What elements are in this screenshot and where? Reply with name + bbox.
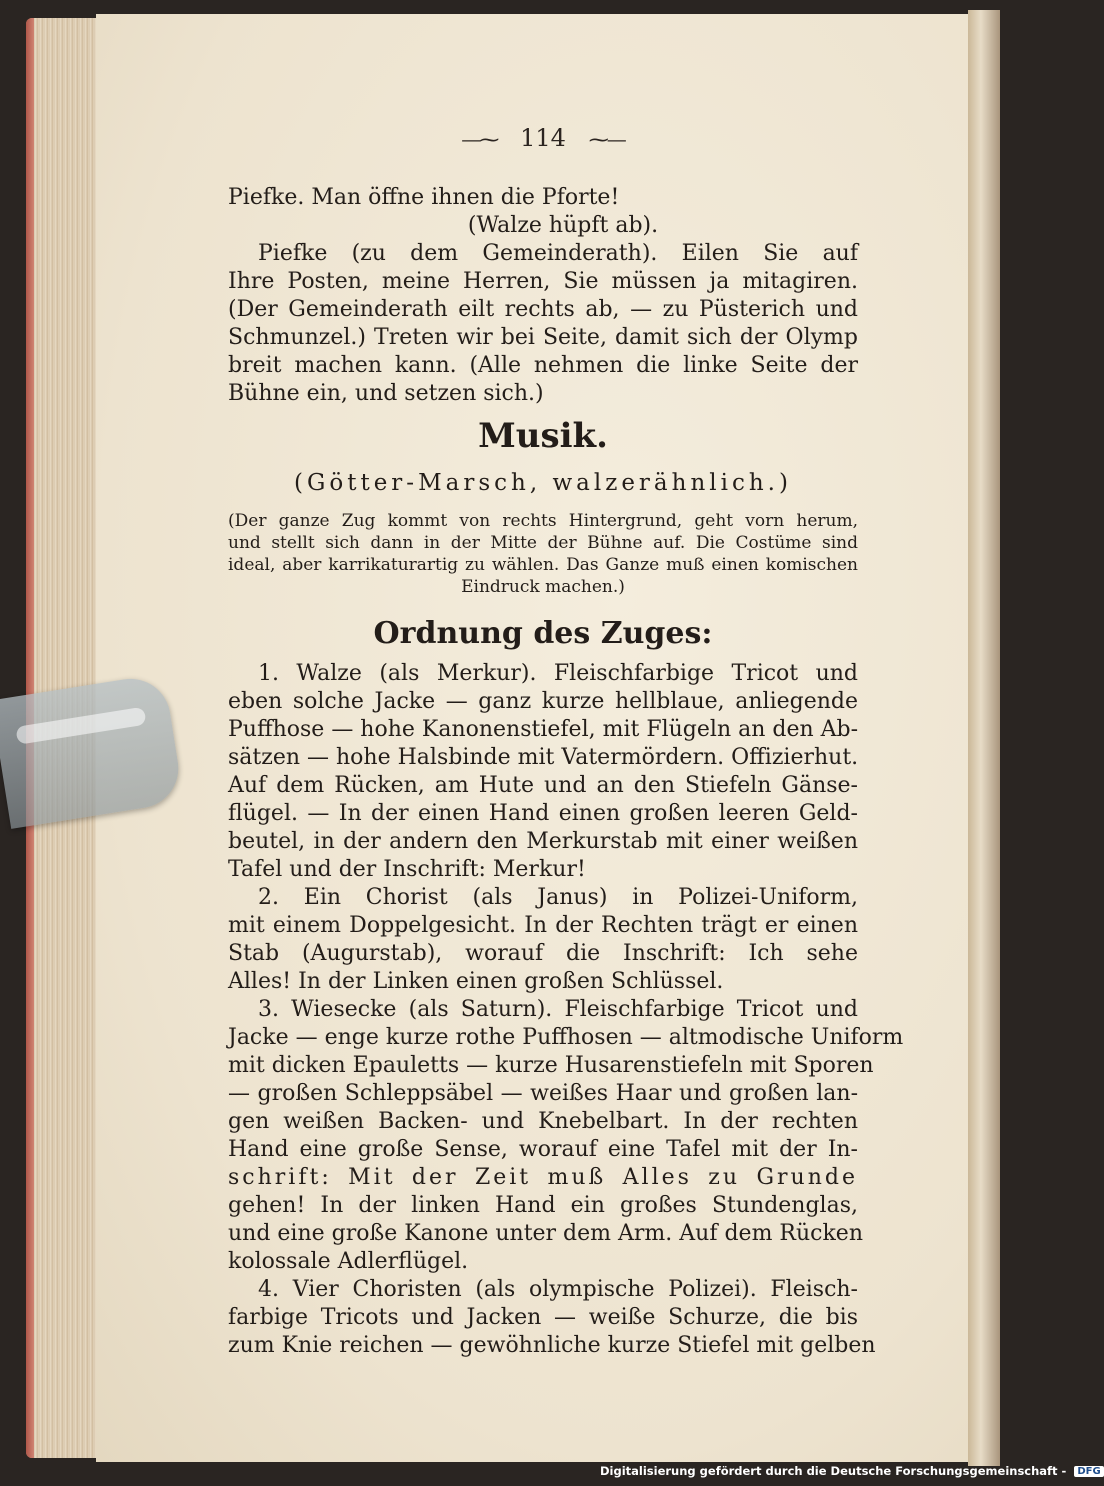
text-line: Puffhose — hohe Kanonenstiefel, mit Flügeln an den Ab-: [228, 717, 859, 742]
text-line: Piefke. Man öffne ihnen die Pforte!: [228, 185, 620, 210]
text-line: schrift: Mit der Zeit muß Alles zu Grunde: [228, 1165, 858, 1190]
digitization-credit: [600, 1464, 1101, 1484]
text-line: 1. Walze (als Merkur). Fleischfarbige Tricot und: [258, 661, 858, 686]
text-line: Schmunzel.) Treten wir bei Seite, damit sich der Olymp: [228, 325, 858, 350]
text-line: mit dicken Epauletts — kurze Husarenstiefeln mit Sporen: [228, 1053, 874, 1078]
text-line: Jacke — enge kurze rothe Puffhosen — altmodische Uniform: [228, 1025, 904, 1050]
header-dash-right: ⁓—: [588, 127, 625, 151]
small-line: (Der ganze Zug kommt von rechts Hintergrund, geht vorn herum,: [228, 511, 858, 531]
page-header: [228, 124, 858, 152]
text-line: Hand eine große Sense, worauf eine Tafel mit der In-: [228, 1137, 858, 1162]
small-line: Eindruck machen.): [461, 577, 625, 597]
text-line: farbige Tricots und Jacken — weiße Schurze, die bis: [228, 1305, 858, 1330]
text-line: gehen! In der linken Hand ein großes Stundenglas,: [228, 1193, 858, 1218]
text-line: Alles! In der Linken einen großen Schlüssel.: [228, 969, 724, 994]
small-line: ideal, aber karrikaturartig zu wählen. Das Ganze muß einen komischen: [228, 555, 858, 575]
text-line: Ihre Posten, meine Herren, Sie müssen ja mitagiren.: [228, 269, 858, 294]
small-text-block: [228, 510, 858, 598]
heading-ordnung: Ordnung des Zuges:: [373, 616, 713, 651]
text-line: breit machen kann. (Alle nehmen die linke Seite der: [228, 353, 858, 378]
text-line: zum Knie reichen — gewöhnliche kurze Stiefel mit gelben: [228, 1333, 876, 1358]
text-line: beutel, in der andern den Merkurstab mit einer weißen: [228, 829, 858, 854]
text-line: eben solche Jacke — ganz kurze hellblaue, anliegende: [228, 689, 858, 714]
header-dash-left: —⁓: [461, 127, 498, 151]
book-right-edge: [968, 10, 1000, 1466]
text-line: gen weißen Backen- und Knebelbart. In der rechten: [228, 1109, 858, 1134]
text-line: Auf dem Rücken, am Hute und an den Stiefeln Gänse-: [228, 773, 858, 798]
text-block-2: [228, 660, 904, 1360]
text-line: Tafel und der Inschrift: Merkur!: [228, 857, 586, 882]
text-line: mit einem Doppelgesicht. In der Rechten trägt er einen: [228, 913, 858, 938]
text-line: (Walze hüpft ab).: [467, 213, 659, 238]
text-line: sätzen — hohe Halsbinde mit Vatermördern. Offizierhut.: [228, 745, 859, 770]
text-line: (Der Gemeinderath eilt rechts ab, — zu Püsterich und: [228, 297, 858, 322]
text-line: kolossale Adlerflügel.: [228, 1249, 469, 1274]
text-line: Bühne ein, und setzen sich.): [228, 381, 544, 406]
text-line: — großen Schleppsäbel — weißes Haar und großen lan-: [228, 1081, 858, 1106]
text-block-1: [228, 184, 858, 408]
small-line: und stellt sich dann in der Mitte der Bühne auf. Die Costüme sind: [228, 533, 858, 553]
text-line: und eine große Kanone unter dem Arm. Auf dem Rücken: [228, 1221, 863, 1246]
credit-text: Digitalisierung gefördert durch die Deutsche Forschungsgemeinschaft -: [600, 1464, 1067, 1478]
dfg-logo: DFG: [1074, 1466, 1103, 1477]
page-number: 114: [520, 124, 566, 152]
stage-direction: (Götter-Marsch, walzerähnlich.): [294, 470, 792, 496]
text-line: flügel. — In der einen Hand einen großen leeren Geld-: [228, 801, 858, 826]
text-line: Piefke (zu dem Gemeinderath). Eilen Sie auf: [258, 241, 858, 266]
text-line: Stab (Augurstab), worauf die Inschrift: Ich sehe: [228, 941, 858, 966]
text-line: 4. Vier Choristen (als olympische Polizei). Fleisch-: [258, 1277, 858, 1302]
text-line: 3. Wiesecke (als Saturn). Fleischfarbige Tricot und: [258, 997, 858, 1022]
heading-musik: Musik.: [478, 416, 608, 456]
text-line: 2. Ein Chorist (als Janus) in Polizei-Uniform,: [258, 885, 858, 910]
